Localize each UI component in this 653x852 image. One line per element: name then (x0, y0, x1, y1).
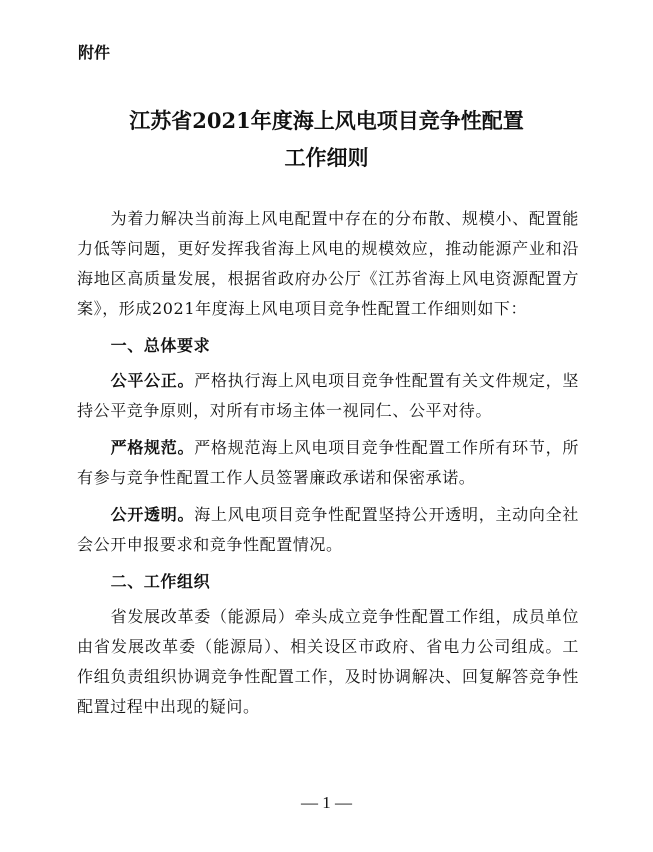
principle-strictness-text: 严格规范海上风电项目竞争性配置工作所有环节，所有参与竞争性配置工作人员签署廉政承诺和保密承诺。 (77, 438, 579, 487)
intro-paragraph: 为着力解决当前海上风电配置中存在的分布散、规模小、配置能力低等问题，更好发挥我省海上风电的规模效应，推动能源产业和沿海地区高质量发展，根据省政府办公厅《江苏省海上风电资源配置方案》，形成2021年度海上风电项目竞争性配置工作细则如下： (77, 209, 579, 318)
principle-transparency-paragraph (77, 500, 579, 560)
document-title-line-2: 工作细则 (284, 145, 369, 170)
principle-transparency-text: 海上风电项目竞争性配置坚持公开透明，主动向全社会公开申报要求和竞争性配置情况。 (77, 505, 579, 554)
principle-fairness-text: 严格执行海上风电项目竞争性配置有关文件规定，坚持公平竞争原则，对所有市场主体一视同仁、公平对待。 (77, 371, 579, 420)
section-2-heading: 二、工作组织 (110, 572, 211, 591)
principle-transparency-lead: 公开透明。 (110, 505, 195, 524)
principle-strictness-paragraph (77, 433, 579, 493)
document-body (77, 204, 579, 729)
work-organization-paragraph: 省发展改革委（能源局）牵头成立竞争性配置工作组，成员单位由省发展改革委（能源局）、相关设区市政府、省电力公司组成。工作组负责组织协调竞争性配置工作，及时协调解决、回复解答竞争性配置过程中出现的疑问。 (77, 607, 579, 716)
attachment-label: 附件 (78, 43, 111, 62)
page-number: — 1 — (301, 793, 352, 812)
document-title-line-1: 江苏省2021年度海上风电项目竞争性配置 (129, 108, 524, 133)
principle-fairness-lead: 公平公正。 (110, 371, 195, 390)
principle-strictness-lead: 严格规范。 (110, 438, 195, 457)
section-1-heading: 一、总体要求 (110, 336, 211, 355)
principle-fairness-paragraph (77, 366, 579, 426)
